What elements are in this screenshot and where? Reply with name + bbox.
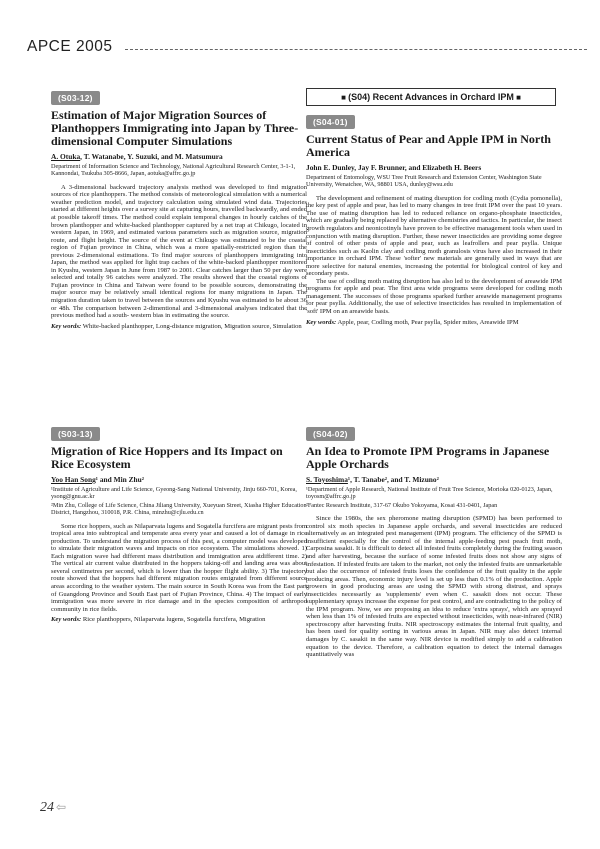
- left-arrow-icon: ⇦: [56, 800, 67, 814]
- keywords-text: White-backed planthopper, Long-distance migration, Migration source, Simulation: [82, 322, 302, 330]
- article-title: Migration of Rice Hoppers and Its Impact on Rice Ecosystem: [51, 444, 283, 471]
- abstract-body: [51, 184, 307, 320]
- author-affiliation: Department of Entomology, WSU Tree Fruit Research and Extension Center, Washington State University, Wenatchee, WA, 98801 USA, dunley@wsu.edu: [306, 174, 542, 189]
- article-title: An Idea to Promote IPM Programs in Japanese Apple Orchards: [306, 444, 550, 471]
- author-affiliation-2: ²Fantec Research Institute, 317-67 Okubo Yokoyama, Kosai 431-0401, Japan: [306, 501, 498, 509]
- abstract-paragraph: A 3-dimensional backward trajectory analysis method was developed to find migration sources of rice planthoppers. The method consists of meteorological simulation with a numerical weather prediction model, and trajectory calculation using simulated wind data. Trajectories started at different heights over a survey site at capturing hours, travelled backwardly, and ended at possible takeoff times. The method could explain temporal changes in hourly catches of the brown planthopper and white-backed planthopper captured by a net trap at Chikugo, located in western Japan, in 1969, and estimated various parameters such as migration source, migration route, and flight height. The source of the event at Chikugo was estimated to be the coastal region of Fujian province in China, which was a more spatially-restricted region than the previous 2-dimensional estimations. To find major sources of planthoppers immigrating into Japan, the method was applied for light trap caches of the white-backed planthopper monitored in Kyushu, western Japan in June from 1987 to 2001. Clear catches larger than 50 per day were selected and totally 96 catches were analyzed. The results showed that the coastal regions of Fujian province in China and Taiwan were found to be possible sources, demonstrating the major source may be relatively small identical regions for many migrations in Japan. The migration duration taken to travel between the sources and Kyushu was estimated to be about 36 or 48h. The comparison between 2-dimentional and 3-dimensional analyses indicated that the previous method had a south- western bias in estimating the source.: [51, 183, 307, 320]
- session-tag: (S04-01): [306, 115, 355, 129]
- abstract-paragraph: Some rice hoppers, such as Nilaparvata lugens and Sogatella furcifera are migrant pests from tropical area into subtropical and temperate area every year and caused a lot of damage in rice production. To understand the migration process of this pest, a computer model was developed to simulate their migration waves and impacts on rice ecosystem. The simulations showed. 1) Each migration wave had different mass distribution and immigration area atdifferent time. 2) The vertical air current value distributed in the hoppers taking-off and landing area was about several centimetres per second, which is lower than the hopper flight ability. 3) The trajectory route showed that the hoppers had different migration routes emigrated from different source areas according to the weather system. The main source in South Korea was from the East part of Guangdong Province and South East part of Fujian Province, China. 4) The impact of early immigration was more severe in rice damage and in the species composition of arthropod community in rice fields.: [51, 522, 307, 613]
- article-s04-02: [306, 424, 562, 659]
- square-bullet-icon: ■: [341, 93, 349, 102]
- session-tag: (S03-12): [51, 91, 100, 105]
- abstract-paragraph-1: The development and refinement of mating disruption for codling moth (Cydia pomonella), the key pest of apple and pear, has led to many changes in tree fruit IPM over the past 10 years. The use of mating disruption has led to reduced reliance on organo-phosphate insecticides, which are gradually being replaced by alternative chemistries and tactics. In particular, the insect growth regulators and neonicotinyls have proven to be effective management tools when used in conjunction with mating disruption. Further, these newer insecticides are providing some degree of control of other pests of apple and pear, such as leafrollers and pear psylla. Unique insecticides such as Kaolin clay and codling moth granulosis virus have also increased in their importance in orchard IPM. These 'softer' new materials are generally used in ways that are more selective for natural enemies, increasing the potential for biological control of key and secondary pests.: [306, 194, 562, 278]
- presenting-author: S. Toyoshima: [306, 475, 348, 484]
- abstract-body: [306, 195, 562, 316]
- article-authors: [51, 475, 307, 484]
- keywords-label: Key words:: [51, 616, 82, 624]
- author-affiliation-2: ²Min Zhu, College of Life Science, China Jiliang University, Xueyuan Street, Xiasha Higher Education District, Hangzhou, 310018, P.R. China, minzhu@cjlu.edu.cn: [51, 501, 307, 517]
- article-title: Estimation of Major Migration Sources of Planthoppers Immigrating into Japan by Three-dimensional Computer Simulations: [51, 108, 299, 148]
- keywords-label: Key words:: [51, 322, 82, 330]
- author-affiliation-1: ¹Department of Apple Research, National Institute of Fruit Tree Science, Morioka 020-0123, Japan, toyosm@affrc.go.jp: [306, 486, 553, 501]
- keywords: [306, 319, 562, 327]
- abstract-body: [51, 523, 307, 614]
- keywords-label: Key words:: [306, 318, 337, 326]
- abstract-paragraph: Since the 1980s, the sex pheromone mating disruption (SPMD) has been performed to control six moth species in Japanese apple orchards, and several insecticides are reduced alternatively as an integrated pest management (IPM) program. The efficiency of the SPMD is insufficient especially for the control of the internal apple-feeding pest peach fruit moth, Carposina sasakii. It is difficult to detect all infested fruits completely during the fruiting season and after harvesting, because the surface of some infested fruits does not show any signs of infestation. If infested fruits are taken to the market, not only the infested fruits are unmarketable but also the occurrence of infested fruits loses the confidence of the fruit quality in the apple producing areas. Then, economic injury level is set up less than 0.1% of the production. Apple growers in good producing areas are using the SPMD with strong distrust, and sprays insecticides necessarily as 'supplements' even when C. sasakii does not occur. These supplementary sprays increase the expense for pest control, and are contradicting to the policy of the IPM program. Now, we are proposing an idea to reduce 'extra sprays', which are sprayed when less than 1% of infested fruits are expected without insecticides, with near-infrared (NIR) spectroscopy after harvesting fruits. NIR spectroscopy estimates the internal fruit quality, and has been used for quality sorting in various areas in Japan. NIR may also detect internal damages by C. sasakii in the same way. NIR device is modified simply to add a calibration equation to the device. Therefore, a calibration equation to detect the internal damages quantitatively was: [306, 515, 562, 659]
- right-column: [306, 88, 562, 659]
- keywords: [51, 616, 307, 624]
- page-footer: [40, 800, 66, 816]
- presenting-author: A. Otuka: [51, 152, 81, 161]
- keywords-text: Rice planthoppers, Nilaparvata lugens, Sogatella furcifera, Migration: [82, 616, 266, 624]
- article-s04-01: [306, 112, 562, 326]
- article-s03-12: [51, 88, 307, 330]
- square-bullet-icon: ■: [513, 93, 521, 102]
- co-authors: ¹ and Min Zhu²: [95, 475, 144, 484]
- abstract-paragraph-2: The use of codling moth mating disruption has also led to the development of areawide IPM programs for apple and pear. The first area wide programs were developed for codling moth management. The successes of those programs sparked further areawide management programs for pear psylla. Additionally, the use of selective insecticides has resulted in implementation of 'soft' IPM on an areawide basis.: [306, 277, 562, 316]
- page-number: 24: [40, 800, 54, 815]
- keywords: [51, 323, 307, 331]
- article-authors: John E. Dunley, Jay F. Brunner, and Elizabeth H. Beers: [306, 163, 482, 172]
- author-affiliation: Department of Information Science and Technology, National Agricultural Research Center, 3-1-1, Kannondai, Tsukuba 305-8666, Japan, aotuka@affrc.go.jp: [51, 163, 296, 178]
- co-authors: , T. Watanabe, Y. Suzuki, and M. Matsumura: [80, 152, 223, 161]
- conference-title: APCE 2005: [27, 38, 113, 55]
- article-title: Current Status of Pear and Apple IPM in North America: [306, 132, 551, 159]
- section-heading: [306, 88, 556, 106]
- header-dashed-rule: [125, 49, 587, 50]
- keywords-text: Apple, pear, Codling moth, Pear psylla, Spider mites, Areawide IPM: [337, 318, 519, 326]
- abstract-body: [306, 515, 562, 658]
- session-tag: (S04-02): [306, 427, 355, 441]
- article-authors: [51, 152, 307, 161]
- session-tag: (S03-13): [51, 427, 100, 441]
- section-label: (S04) Recent Advances in Orchard IPM: [348, 92, 514, 102]
- co-authors: ¹, T. Tanabe², and T. Mizuno²: [347, 475, 439, 484]
- author-affiliation-1: ¹Institute of Agriculture and Life Science, Gyeong-Sang National University, Jinju 660-701, Korea, ysong@gnu.ac.kr: [51, 486, 297, 501]
- presenting-author: Yoo Han Song: [51, 475, 96, 484]
- article-s03-13: [51, 424, 307, 624]
- article-authors: [306, 475, 562, 484]
- page-header: [27, 38, 587, 58]
